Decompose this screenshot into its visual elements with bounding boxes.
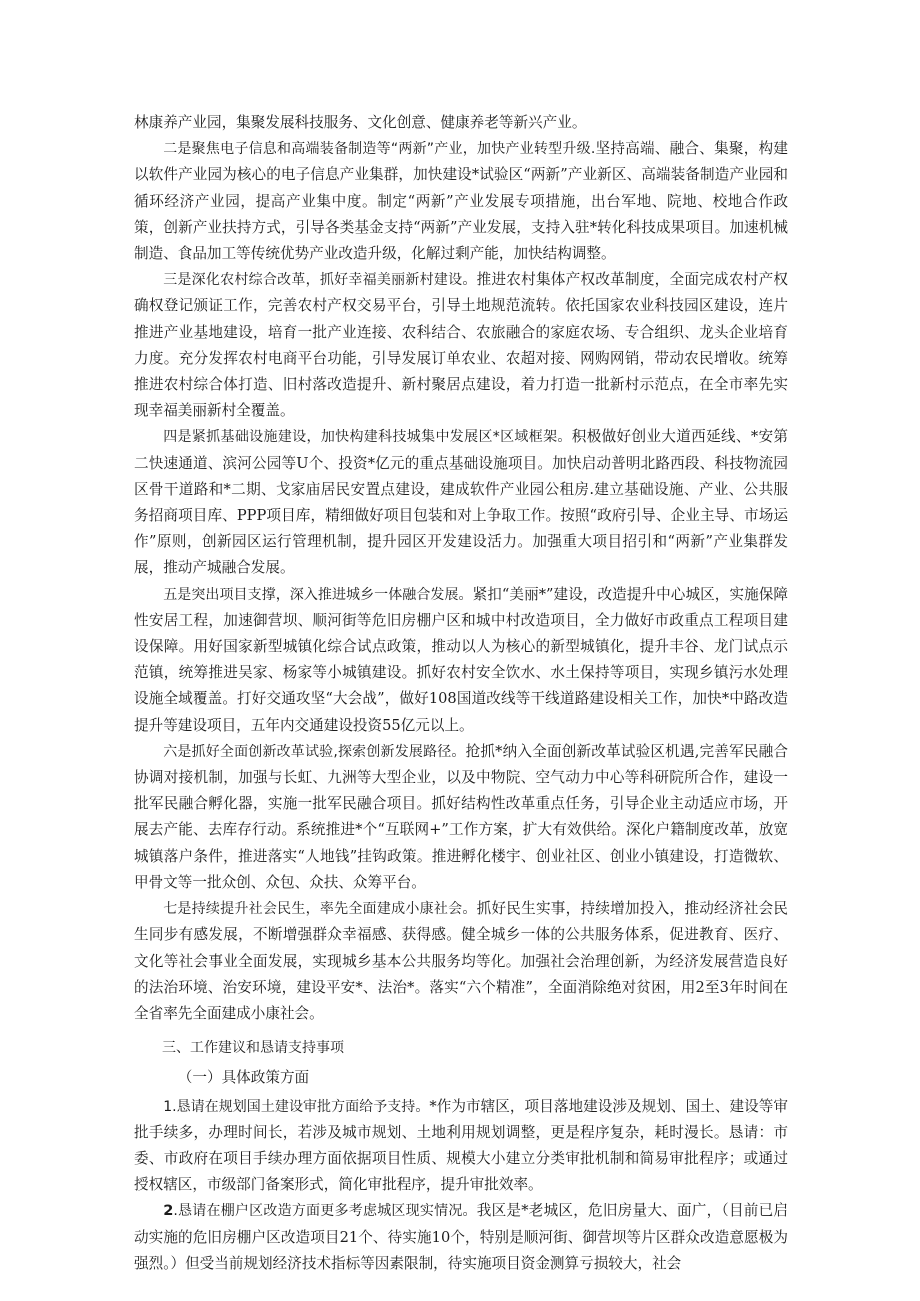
paragraph-point-3: [134, 267, 788, 424]
paragraph-point-5: [134, 582, 788, 739]
section-heading-3: 三、工作建议和恳请支持事项: [162, 1040, 344, 1057]
request-2-number: 2: [163, 1202, 174, 1220]
point-5-heading: 五是突出项目支撑，深入推进城乡一体融合发展。: [163, 586, 473, 603]
document-page: [134, 110, 788, 1277]
point-4-body: 积极做好创业大道西延线、*安第二快速通道、滨河公园等U个、投资*亿元的重点基础设施项目。加快启动普明北路西段、科技物流园区骨干道路和*二期、戈家庙居民安置点建设，建成软件产业园公租房.建立基础设施、产业、公共服务招商项目库、PPP项目库，精细做好项目包装和对上争取工作。按照“政府引导、企业主导、市场运作”原则，创新园区运行管理机制，提升园区开发建设活力。加强重大项目招引和“两新”产业集群发展，推动产城融合发展。: [134, 428, 788, 577]
point-6-heading: 六是抓好全面创新改革试验,探索创新发展路径。: [163, 743, 466, 760]
point-4-heading: 四是紧抓基础设施建设，加快构建科技城集中发展区*区域框架。: [163, 429, 572, 446]
paragraph-point-4: [134, 424, 788, 581]
paragraph-request-2: [134, 1198, 788, 1277]
request-2-heading: .恳请在棚户区改造方面更多考虑城区现实情况。: [173, 1203, 477, 1220]
point-2-heading: 二是聚焦电子信息和高端装备制造等“两新”产业，加快产业转型升级.: [163, 141, 596, 158]
point-5-body: 紧扣“美丽*”建设，改造提升中心城区，实施保障性安居工程，加速御营坝、顺河街等危旧房棚户区和城中村改造项目，全力做好市政重点工程项目建设保障。用好国家新型城镇化综合试点政策，推动以人为核心的新型城镇化，提升丰谷、龙门试点示范镇，统筹推进吴家、杨家等小城镇建设。抓好农村安全饮水、水土保持等项目，实现乡镇污水处理设施全域覆盖。打好交通攻坚“大会战”，做好108国道改线等干线道路建设相关工作，加快*中路改造提升等建设项目，五年内交通建设投资55亿元以上。: [134, 585, 788, 734]
paragraph-point-2: [134, 136, 788, 267]
request-2-body: 我区是*老城区，危旧房量大、面广，（目前已启动实施的危旧房棚户区改造项目21个、待实施10个，特别是顺河街、御营坝等片区群众改造意愿极为强烈。）但受当前规划经济技术指标等因素限制，待实施项目资金测算亏损较大，社会: [134, 1202, 789, 1272]
point-3-heading: 三是深化农村综合改革，抓好幸福美丽新村建设。: [163, 272, 477, 289]
request-1-body: *作为市辖区，项目落地建设涉及规划、国土、建设等审批手续多，办理时间长，若涉及城市规划、土地利用规划调整，更是程序复杂，耗时漫长。恳请：市委、市政府在项目手续办理方面依据项目性质、规模大小建立分类审批机制和简易审批程序；或通过授权辖区，市级部门备案形式，简化审批程序，提升审批效率。: [134, 1097, 788, 1194]
point-7-heading: 七是持续提升社会民生，率先全面建成小康社会。: [163, 901, 477, 918]
request-1-number: 1.: [163, 1098, 177, 1115]
point-2-body: 坚持高端、融合、集聚，构建以软件产业园为核心的电子信息产业集群，加快建设*试验区“两新”产业新区、高端装备制造产业园和循环经济产业园，提高产业集中度。制定“两新”产业发展专项措施，出台军地、院地、校地合作政策，创新产业扶持方式，引导各类基金支持“两新”产业发展，支持入驻*转化科技成果项目。加速机械制造、食品加工等传统优势产业改造升级，化解过剩产能，加快结构调整。: [134, 140, 788, 263]
subsection-heading-1: （一）具体政策方面: [177, 1069, 310, 1087]
request-1-heading: 恳请在规划国土建设审批方面给予支持。: [176, 1098, 430, 1115]
paragraph-request-1: [134, 1094, 788, 1199]
point-3-body: 推进农村集体产权改革制度，全面完成农村产权确权登记颁证工作，完善农村产权交易平台，引导土地规范流转。依托国家农业科技园区建设，连片推进产业基地建设，培育一批产业连接、农科结合、农旅融合的家庭农场、专合组织、龙头企业培育力度。充分发挥农村电商平台功能，引导发展订单农业、农超对接、网购网销，带动农民增收。统筹推进农村综合体打造、旧村落改造提升、新村聚居点建设，着力打造一批新村示范点，在全市率先实现幸福美丽新村全覆盖。: [134, 271, 788, 420]
paragraph-continuation: 林康养产业园，集聚发展科技服务、文化创意、健康养老等新兴产业。: [134, 114, 587, 131]
paragraph-point-6: [134, 739, 788, 896]
paragraph-point-7: [134, 896, 788, 1027]
point-7-body: 抓好民生实事，持续增加投入，推动经济社会民生同步有感发展，不断增强群众幸福感、获得感。健全城乡一体的公共服务体系，促进教育、医疗、文化等社会事业全面发展，实现城乡基本公共服务均等化。加强社会治理创新，为经济发展营造良好的法治环境、治安环境，建设平安*、法治*。落实“六个精准”，全面消除绝对贫困，用2至3年时间在全省率先全面建成小康社会。: [134, 900, 788, 1022]
point-6-body: 抢抓*纳入全面创新改革试验区机遇,完善军民融合协调对接机制，加强与长虹、九洲等大型企业，以及中物院、空气动力中心等科研院所合作，建设一批军民融合孵化器，实施一批军民融合项目。抓好结构性改革重点任务，引导企业主动适应市场，开展去产能、去库存行动。系统推进*个“互联网+”工作方案，扩大有效供给。深化户籍制度改革，放宽城镇落户条件，推进落实“人地钱”挂钩政策。推进孵化楼宇、创业社区、创业小镇建设，打造微软、甲骨文等一批众创、众包、众扶、众筹平台。: [134, 742, 788, 891]
